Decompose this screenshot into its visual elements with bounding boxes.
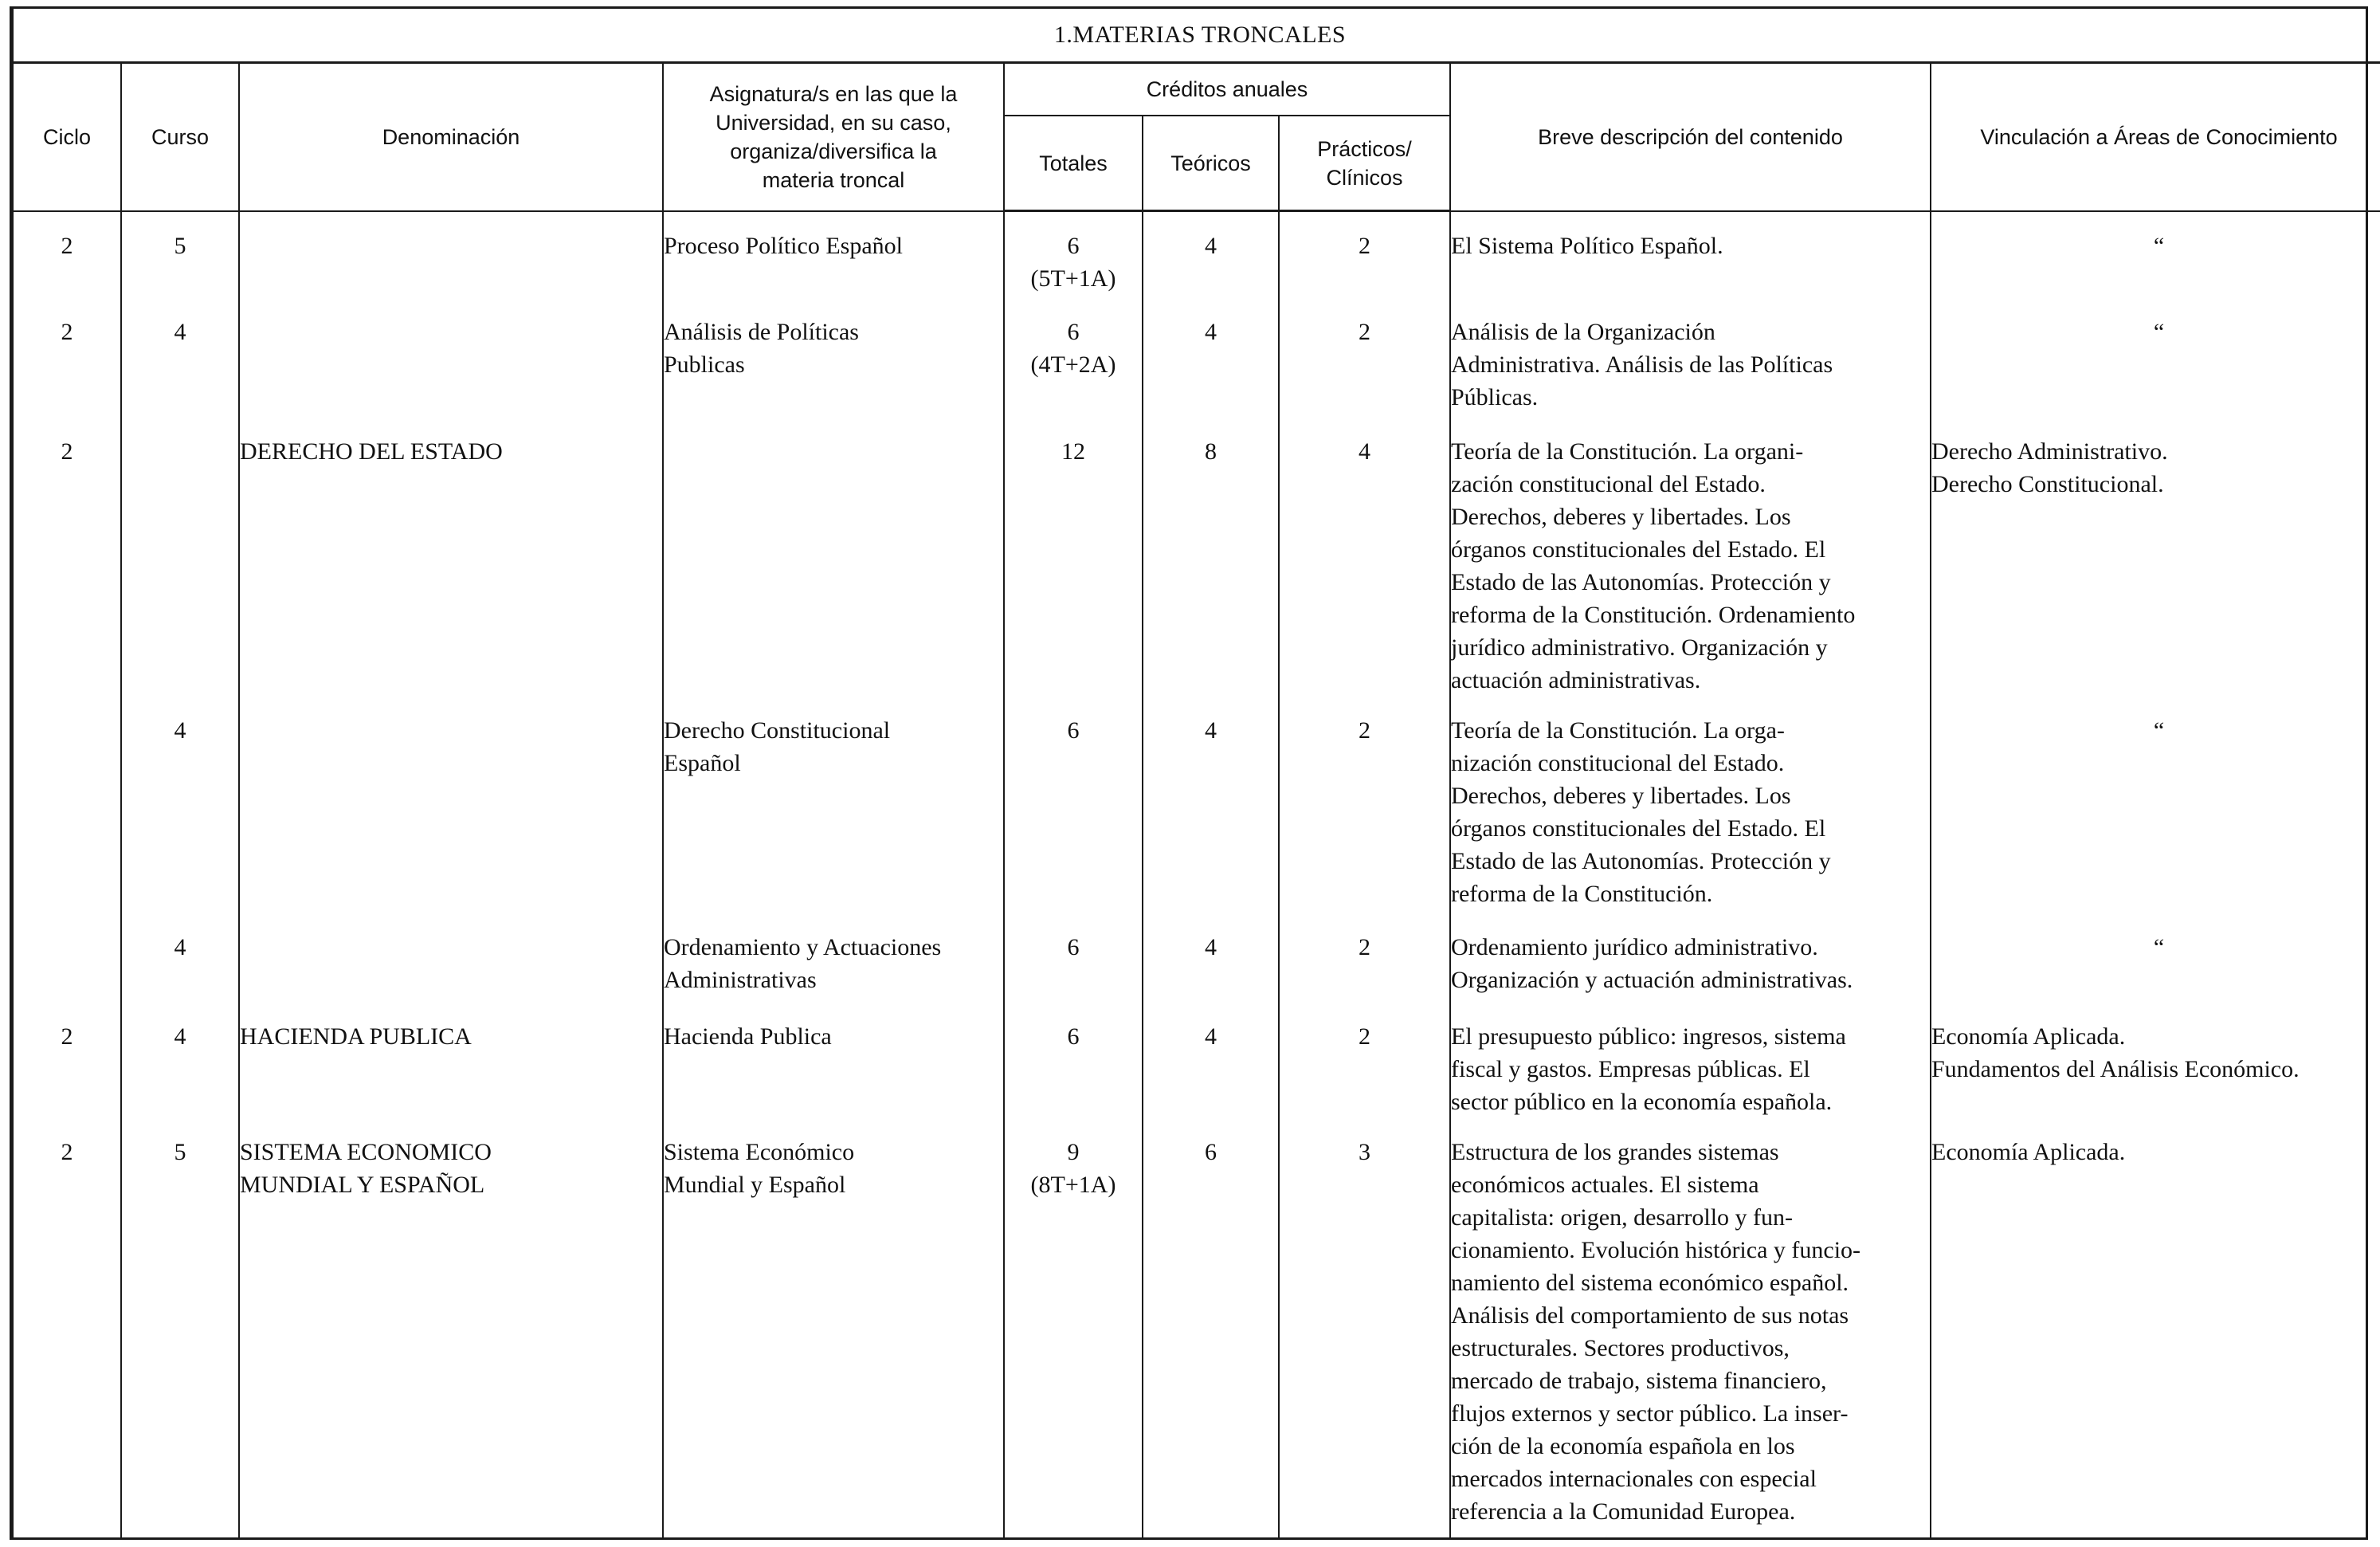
- asignatura-value-line: Sistema Económico: [664, 1138, 855, 1165]
- totales-value: [1005, 298, 1142, 381]
- descripcion-value-line: Teoría de la Constitución. La orga-: [1451, 717, 1785, 744]
- asignatura-value-line: Mundial y Español: [664, 1171, 846, 1198]
- cell-denominacion: [239, 1003, 663, 1118]
- cell-teoricos: [1143, 1118, 1279, 1538]
- cell-asignatura: [663, 298, 1004, 418]
- cell-teoricos: [1143, 298, 1279, 418]
- denominacion-value-line: HACIENDA PUBLICA: [240, 1023, 472, 1050]
- document-sheet: [10, 6, 2368, 1540]
- cell-vinculacion: [1931, 1003, 2380, 1118]
- practicos-value: [1280, 418, 1449, 468]
- teoricos-value-line: 4: [1205, 233, 1217, 259]
- denominacion-value-line: DERECHO DEL ESTADO: [240, 438, 503, 465]
- asignatura-value: [664, 418, 1003, 435]
- cell-totales: [1004, 697, 1143, 913]
- teoricos-value: [1143, 298, 1278, 348]
- descripcion-value: [1451, 298, 1930, 414]
- practicos-value-line: 3: [1359, 1138, 1370, 1165]
- totales-value: [1005, 212, 1142, 295]
- totales-value-line: 6: [1067, 1023, 1080, 1050]
- totales-value-line: 6: [1067, 933, 1080, 960]
- curso-value: [122, 418, 238, 435]
- cell-ciclo: [13, 913, 121, 1003]
- asignatura-value-line: Hacienda Publica: [664, 1023, 832, 1050]
- ciclo-value-line: 2: [61, 232, 73, 259]
- curso-value: [122, 697, 238, 747]
- descripcion-value-line: cionamiento. Evolución histórica y funcio-: [1451, 1236, 1861, 1263]
- cell-teoricos: [1143, 1003, 1279, 1118]
- cell-asignatura: [663, 418, 1004, 697]
- descripcion-value-line: Estado de las Autonomías. Protección y: [1451, 568, 1831, 595]
- table-row: [13, 697, 2380, 913]
- teoricos-value-line: 4: [1205, 318, 1217, 345]
- cell-descripcion: [1450, 211, 1931, 298]
- asignatura-value: [664, 1003, 1003, 1053]
- cell-ciclo: [13, 211, 121, 298]
- descripcion-value-line: El Sistema Político Español.: [1451, 232, 1723, 259]
- descripcion-value-line: Derechos, deberes y libertades. Los: [1451, 503, 1791, 530]
- header-asignatura: Asignatura/s en las que la Universidad, en su caso, organiza/diversifica la materia troncal: [663, 63, 1004, 211]
- cell-denominacion: [239, 913, 663, 1003]
- cell-totales: [1004, 298, 1143, 418]
- descripcion-value-line: fiscal y gastos. Empresas públicas. El: [1451, 1055, 1810, 1082]
- descripcion-value-line: capitalista: origen, desarrollo y fun-: [1451, 1203, 1794, 1231]
- asignatura-value-line: Derecho Constitucional: [664, 717, 891, 744]
- descripcion-value-line: órganos constitucionales del Estado. El: [1451, 536, 1826, 563]
- cell-denominacion: [239, 298, 663, 418]
- header-vinculacion: Vinculación a Áreas de Conocimiento: [1931, 63, 2380, 211]
- cell-asignatura: [663, 1003, 1004, 1118]
- descripcion-value-line: El presupuesto público: ingresos, sistema: [1451, 1023, 1846, 1050]
- descripcion-value-line: Teoría de la Constitución. La organi-: [1451, 438, 1804, 465]
- descripcion-value-line: Ordenamiento jurídico administrativo.: [1451, 933, 1818, 960]
- descripcion-value: [1451, 418, 1930, 697]
- cell-curso: [121, 418, 239, 697]
- cell-teoricos: [1143, 418, 1279, 697]
- descripcion-value-line: actuación administrativas.: [1451, 666, 1701, 693]
- descripcion-value: [1451, 1003, 1930, 1118]
- vinculacion-value-line: Derecho Constitucional.: [1931, 470, 2164, 497]
- descripcion-value-line: reforma de la Constitución.: [1451, 880, 1713, 907]
- descripcion-value-line: jurídico administrativo. Organización y: [1451, 634, 1828, 661]
- cell-ciclo: [13, 298, 121, 418]
- totales-value-line: (8T+1A): [1030, 1171, 1116, 1198]
- ciclo-value-line: 2: [61, 318, 73, 345]
- totales-value: [1005, 418, 1142, 468]
- vinculacion-value: [1931, 697, 2380, 747]
- denominacion-value: [240, 212, 662, 230]
- vinculacion-value-line: Fundamentos del Análisis Económico.: [1931, 1055, 2300, 1082]
- ciclo-value: [14, 298, 120, 348]
- curso-value: [122, 1118, 238, 1168]
- vinculacion-value-line: Economía Aplicada.: [1931, 1023, 2126, 1050]
- cell-practicos: [1279, 1118, 1450, 1538]
- teoricos-value-line: 8: [1205, 438, 1217, 465]
- asignatura-value-line: Proceso Político Español: [664, 232, 903, 259]
- practicos-value: [1280, 697, 1449, 747]
- vinculacion-value-line: Economía Aplicada.: [1931, 1138, 2126, 1165]
- asignatura-value: [664, 212, 1003, 262]
- descripcion-value-line: zación constitucional del Estado.: [1451, 470, 1766, 497]
- practicos-value-line: 2: [1359, 717, 1370, 744]
- curso-value-line: 4: [174, 717, 186, 744]
- header-curso: Curso: [121, 63, 239, 211]
- ciclo-value: [14, 1003, 120, 1053]
- cell-teoricos: [1143, 211, 1279, 298]
- vinculacion-value: [1931, 418, 2380, 501]
- cell-practicos: [1279, 418, 1450, 697]
- descripcion-value-line: estructurales. Sectores productivos,: [1451, 1334, 1790, 1361]
- descripcion-value: [1451, 697, 1930, 910]
- cell-curso: [121, 211, 239, 298]
- cell-curso: [121, 1003, 239, 1118]
- descripcion-value-line: Estructura de los grandes sistemas: [1451, 1138, 1779, 1165]
- descripcion-value: [1451, 212, 1930, 262]
- cell-ciclo: [13, 697, 121, 913]
- cell-vinculacion: [1931, 298, 2380, 418]
- teoricos-value: [1143, 1003, 1278, 1053]
- ciclo-value: [14, 1118, 120, 1168]
- header-ciclo: Ciclo: [13, 63, 121, 211]
- descripcion-value-line: órganos constitucionales del Estado. El: [1451, 815, 1826, 842]
- vinculacion-value-line: “: [2153, 717, 2165, 744]
- vinculacion-value-line: Derecho Administrativo.: [1931, 438, 2168, 465]
- descripcion-value-line: mercados internacionales con especial: [1451, 1465, 1817, 1492]
- curso-value-line: 5: [174, 232, 186, 259]
- ciclo-value-line: 2: [61, 438, 73, 465]
- descripcion-value-line: Análisis de la Organización: [1451, 318, 1715, 345]
- ciclo-value: [14, 212, 120, 262]
- cell-practicos: [1279, 697, 1450, 913]
- descripcion-value-line: Administrativa. Análisis de las Políticas: [1451, 351, 1833, 378]
- totales-value: [1005, 1003, 1142, 1053]
- descripcion-value: [1451, 1118, 1930, 1528]
- ciclo-value: [14, 418, 120, 468]
- table-title: 1.MATERIAS TRONCALES: [13, 9, 2380, 63]
- practicos-value: [1280, 212, 1449, 262]
- asignatura-value: [664, 913, 1003, 996]
- ciclo-value: [14, 697, 120, 714]
- curso-value-line: 5: [174, 1138, 186, 1165]
- asignatura-value-line: Administrativas: [664, 966, 817, 993]
- cell-teoricos: [1143, 913, 1279, 1003]
- asignatura-value-line: Publicas: [664, 351, 745, 378]
- table-row: [13, 298, 2380, 418]
- teoricos-value: [1143, 418, 1278, 468]
- descripcion-value-line: nización constitucional del Estado.: [1451, 749, 1785, 776]
- table-body: [13, 211, 2380, 1538]
- cell-ciclo: [13, 1003, 121, 1118]
- curso-value: [122, 212, 238, 262]
- cell-curso: [121, 298, 239, 418]
- cell-denominacion: [239, 1118, 663, 1538]
- cell-asignatura: [663, 697, 1004, 913]
- table-row: [13, 913, 2380, 1003]
- cell-totales: [1004, 418, 1143, 697]
- header-practicos: Prácticos/ Clínicos: [1279, 116, 1450, 211]
- vinculacion-value: [1931, 1003, 2380, 1086]
- ciclo-value-line: 2: [61, 1023, 73, 1050]
- cell-asignatura: [663, 1118, 1004, 1538]
- practicos-value-line: 2: [1359, 933, 1370, 960]
- curso-value-line: 4: [174, 1023, 186, 1050]
- teoricos-value-line: 4: [1205, 933, 1217, 960]
- cell-asignatura: [663, 913, 1004, 1003]
- teoricos-value-line: 4: [1205, 1023, 1217, 1050]
- totales-value-line: 12: [1061, 438, 1085, 465]
- ciclo-value-line: 2: [61, 1138, 73, 1165]
- descripcion-value-line: Estado de las Autonomías. Protección y: [1451, 847, 1831, 874]
- totales-value: [1005, 697, 1142, 747]
- cell-curso: [121, 697, 239, 913]
- descripcion-value-line: Organización y actuación administrativas.: [1451, 966, 1853, 993]
- practicos-value-line: 4: [1359, 438, 1370, 465]
- denominacion-value-line: SISTEMA ECONOMICO: [240, 1138, 492, 1165]
- cell-vinculacion: [1931, 697, 2380, 913]
- totales-value-line: (4T+2A): [1030, 351, 1116, 378]
- descripcion-value-line: flujos externos y sector público. La inser-: [1451, 1400, 1849, 1427]
- totales-value-line: 6: [1067, 717, 1080, 744]
- practicos-value: [1280, 1118, 1449, 1168]
- header-denominacion: Denominación: [239, 63, 663, 211]
- table-row: [13, 418, 2380, 697]
- denominacion-value: [240, 1118, 662, 1201]
- asignatura-value: [664, 697, 1003, 779]
- cell-ciclo: [13, 1118, 121, 1538]
- denominacion-value: [240, 418, 662, 468]
- table-row: [13, 211, 2380, 298]
- cell-denominacion: [239, 211, 663, 298]
- cell-ciclo: [13, 418, 121, 697]
- descripcion-value-line: referencia a la Comunidad Europea.: [1451, 1498, 1796, 1525]
- cell-vinculacion: [1931, 418, 2380, 697]
- practicos-value-line: 2: [1359, 318, 1370, 345]
- cell-practicos: [1279, 1003, 1450, 1118]
- descripcion-value-line: namiento del sistema económico español.: [1451, 1269, 1849, 1296]
- header-teoricos: Teóricos: [1143, 116, 1279, 211]
- practicos-value-line: 2: [1359, 233, 1370, 259]
- teoricos-value: [1143, 913, 1278, 964]
- denominacion-value: [240, 697, 662, 714]
- curso-value: [122, 298, 238, 348]
- cell-teoricos: [1143, 697, 1279, 913]
- cell-denominacion: [239, 697, 663, 913]
- vinculacion-value: [1931, 913, 2380, 964]
- descripcion-value-line: sector público en la economía española.: [1451, 1088, 1833, 1115]
- cell-totales: [1004, 1003, 1143, 1118]
- totales-value-line: 6: [1067, 233, 1080, 259]
- practicos-value: [1280, 298, 1449, 348]
- vinculacion-value: [1931, 212, 2380, 262]
- descripcion-value-line: mercado de trabajo, sistema financiero,: [1451, 1367, 1827, 1394]
- cell-descripcion: [1450, 418, 1931, 697]
- descripcion-value: [1451, 913, 1930, 996]
- cell-descripcion: [1450, 1118, 1931, 1538]
- descripcion-value-line: ción de la economía española en los: [1451, 1432, 1795, 1459]
- asignatura-value: [664, 1118, 1003, 1201]
- curso-value-line: 4: [174, 933, 186, 960]
- cell-vinculacion: [1931, 913, 2380, 1003]
- teoricos-value-line: 4: [1205, 717, 1217, 744]
- cell-curso: [121, 1118, 239, 1538]
- header-creditos-anuales: Créditos anuales: [1004, 63, 1450, 116]
- cell-vinculacion: [1931, 1118, 2380, 1538]
- descripcion-value-line: Análisis del comportamiento de sus notas: [1451, 1302, 1849, 1329]
- table-row: [13, 1003, 2380, 1118]
- denominacion-value: [240, 298, 662, 316]
- practicos-value-line: 2: [1359, 1023, 1370, 1050]
- vinculacion-value-line: “: [2153, 318, 2165, 345]
- descripcion-value-line: reforma de la Constitución. Ordenamiento: [1451, 601, 1856, 628]
- teoricos-value: [1143, 212, 1278, 262]
- totales-value-line: 9: [1067, 1138, 1080, 1165]
- curso-value: [122, 913, 238, 964]
- cell-totales: [1004, 211, 1143, 298]
- header-descripcion: Breve descripción del contenido: [1450, 63, 1931, 211]
- cell-descripcion: [1450, 697, 1931, 913]
- teoricos-value-line: 6: [1205, 1138, 1217, 1165]
- denominacion-value: [240, 913, 662, 931]
- cell-descripcion: [1450, 913, 1931, 1003]
- denominacion-value: [240, 1003, 662, 1053]
- totales-value-line: (5T+1A): [1030, 265, 1116, 292]
- materias-troncales-table: [12, 9, 2380, 1537]
- cell-practicos: [1279, 211, 1450, 298]
- vinculacion-value: [1931, 298, 2380, 348]
- descripcion-value-line: Públicas.: [1451, 383, 1539, 410]
- curso-value-line: 4: [174, 318, 186, 345]
- teoricos-value: [1143, 1118, 1278, 1168]
- practicos-value: [1280, 913, 1449, 964]
- practicos-value: [1280, 1003, 1449, 1053]
- asignatura-value-line: Español: [664, 749, 741, 776]
- asignatura-value-line: Ordenamiento y Actuaciones: [664, 933, 942, 960]
- vinculacion-value-line: “: [2153, 232, 2165, 259]
- cell-descripcion: [1450, 1003, 1931, 1118]
- totales-value: [1005, 1118, 1142, 1201]
- descripcion-value-line: Derechos, deberes y libertades. Los: [1451, 782, 1791, 809]
- vinculacion-value-line: “: [2153, 933, 2165, 960]
- cell-denominacion: [239, 418, 663, 697]
- cell-totales: [1004, 1118, 1143, 1538]
- denominacion-value-line: MUNDIAL Y ESPAÑOL: [240, 1171, 485, 1198]
- cell-descripcion: [1450, 298, 1931, 418]
- cell-vinculacion: [1931, 211, 2380, 298]
- vinculacion-value: [1931, 1118, 2380, 1168]
- cell-practicos: [1279, 298, 1450, 418]
- totales-value-line: 6: [1067, 318, 1080, 345]
- cell-curso: [121, 913, 239, 1003]
- totales-value: [1005, 913, 1142, 964]
- descripcion-value-line: económicos actuales. El sistema: [1451, 1171, 1759, 1198]
- asignatura-value: [664, 298, 1003, 381]
- curso-value: [122, 1003, 238, 1053]
- cell-practicos: [1279, 913, 1450, 1003]
- cell-totales: [1004, 913, 1143, 1003]
- asignatura-value-line: Análisis de Políticas: [664, 318, 859, 345]
- ciclo-value: [14, 913, 120, 931]
- teoricos-value: [1143, 697, 1278, 747]
- cell-asignatura: [663, 211, 1004, 298]
- table-row: [13, 1118, 2380, 1538]
- header-totales: Totales: [1004, 116, 1143, 211]
